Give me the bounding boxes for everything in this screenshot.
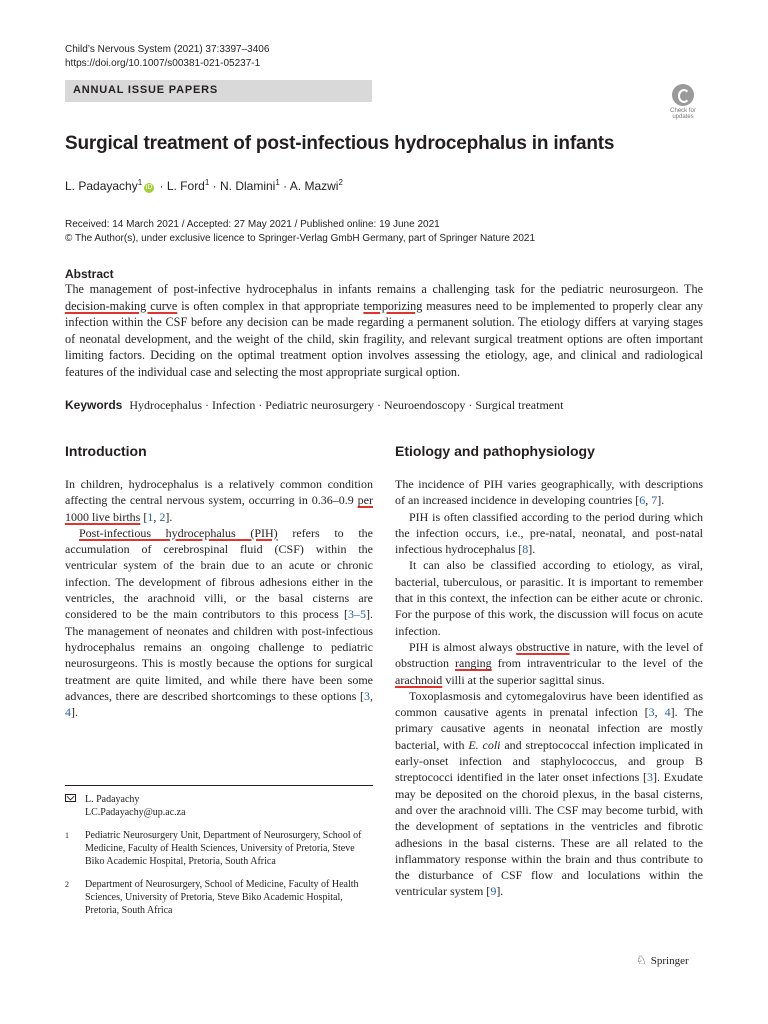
- section-banner: [65, 80, 372, 102]
- paragraph: In children, hydrocephalus is a relatively common condition affecting the central nervous system, occurring in 0.36–0.9 per 1000 live births [1, 2].: [65, 477, 373, 524]
- keywords-label: Keywords: [65, 398, 123, 412]
- highlighted-phrase: Post-infectious hydrocephalus (PIH): [79, 525, 278, 540]
- paragraph: Toxoplasmosis and cytomegalovirus have been identified as common causative agents in prenatal infection [3, 4]. The primary causative agents in neonatal infection are mostly bacterial, with E. coli and streptococcal infection implicated in early-onset infection and staphylococcus, and group B streptococci identified in the later onset infections [3]. Exudate may be deposited on the choroid plexus, in the basal cisterns, and over the arachnoid villi. The CSF may become turbid, with the development of septations in the ventricles and fibrotic adhesions in the basal cisterns. These are all related to the inflammatory response within the brain and thus contribute to the disturbance of CSF flow and loculations within the ventricular system [9].: [395, 688, 704, 899]
- publication-dates: Received: 14 March 2021 / Accepted: 27 May 2021 / Published online: 19 June 2021: [65, 219, 440, 230]
- paragraph: PIH is often classified according to the period during which the infection occurs, i.e., pre-natal, neonatal, and post-natal infectious hydrocephalus [8].: [395, 509, 703, 557]
- citation-link[interactable]: 3: [648, 705, 655, 720]
- citation-link[interactable]: 1: [147, 509, 154, 524]
- footnote-divider: [65, 785, 373, 786]
- citation-link[interactable]: 4: [65, 705, 71, 720]
- etiology-heading: Etiology and pathophysiology: [395, 443, 595, 459]
- footnotes: [65, 793, 365, 927]
- abstract-text: The management of post-infective hydrocephalus in infants remains a challenging task for the pediatric neurosurgeon. The decision-making curve is often complex in that appropriate temporizing measures need to be implemented to properly clear any infection within the CSF before any decision can be made regarding a permanent solution. The etiology differs at varying stages of neonatal development, and the weight of the child, skin fragility, and relevant surgical treatment options are often important limiting factors. Deciding on the optimal treatment option involves assessing the etiology, age, and clinical and radiological features of the individual case and selecting the most appropriate surgical option.: [65, 282, 704, 379]
- author-name[interactable]: L. Ford: [166, 179, 205, 193]
- keywords-list: Hydrocephalus · Infection · Pediatric neurosurgery · Neuroendoscopy · Surgical treatment: [129, 398, 564, 412]
- author-list: L. Padayachy$^1$iD · L. Ford$^1$ · N. Dlamini$^1$ · A. Mazwi$^2$: [65, 178, 343, 193]
- check-for-updates-button[interactable]: [664, 84, 702, 124]
- publisher-logo: [636, 953, 689, 968]
- highlighted-phrase: arachnoid: [395, 672, 443, 687]
- journal-header: [65, 43, 269, 71]
- keywords: [65, 398, 563, 413]
- citation-link[interactable]: 2: [159, 509, 166, 524]
- abstract-heading: Abstract: [65, 267, 114, 281]
- author-affiliation: 1: [137, 178, 143, 187]
- affiliation-number: 2: [65, 880, 69, 889]
- highlighted-phrase: per 1000 live births: [65, 493, 373, 524]
- author-affiliation: 1: [204, 178, 210, 187]
- citation-link[interactable]: 4: [664, 705, 671, 720]
- highlighted-phrase: decision-making curve: [65, 298, 178, 313]
- species-name: E. coli: [468, 737, 501, 752]
- etiology-body: [395, 476, 703, 900]
- contact-email[interactable]: LC.Padayachy@up.ac.za: [85, 807, 186, 818]
- author-affiliation: 1: [275, 178, 280, 187]
- citation-link[interactable]: 3: [364, 688, 370, 703]
- orcid-icon[interactable]: iD: [145, 184, 153, 191]
- introduction-body: [65, 476, 373, 720]
- affiliation-text: Pediatric Neurosurgery Unit, Department of Neurosurgery, School of Medicine, Faculty of Health Sciences, University of Pretoria, Steve Biko Academic Hospital, Pretoria, South Africa: [85, 830, 362, 867]
- publication-info: [65, 218, 535, 246]
- author-affiliation: 2: [338, 178, 343, 187]
- author-name[interactable]: N. Dlamini: [219, 179, 276, 193]
- paragraph: It can also be classified according to etiology, as viral, bacterial, tuberculous, or parasitic. It is important to remember that in this context, the infection can be either acute or chronic. For the purpose of this work, the discussion will focus on acute infection.: [395, 558, 703, 638]
- envelope-icon: [65, 793, 76, 806]
- paragraph: Post-infectious hydrocephalus (PIH) refers to the accumulation of cerebrospinal fluid (CSF) within the ventricular system of the brain due to an acute or chronic infection. The development of fibrous adhesions either in the ventricles, the arachnoid villi, or the basal cisterns are considered to be the main contributors to this process [3–5]. The management of neonates and children with post-infectious hydrocephalus remains an ongoing challenge to pediatric neurosurgeons. This is mostly because the options for surgical treatment are quite limited, and while there have been some advances, there are described shortcomings to these options [3, 4].: [65, 525, 373, 720]
- check-updates-icon: [672, 84, 694, 106]
- citation-link[interactable]: 7: [651, 493, 658, 508]
- corresponding-author: [65, 793, 365, 819]
- affiliation: [65, 829, 365, 868]
- author-name[interactable]: A. Mazwi: [289, 179, 339, 193]
- introduction-heading: Introduction: [65, 443, 147, 459]
- article-title: Surgical treatment of post-infectious hydrocephalus in infants: [65, 133, 615, 154]
- affiliation-number: 1: [65, 831, 69, 840]
- citation-link[interactable]: 3–5: [348, 607, 366, 622]
- citation-link[interactable]: 8: [522, 542, 529, 557]
- publisher-name: Springer: [650, 955, 689, 967]
- highlighted-phrase: ranging: [455, 656, 492, 671]
- paragraph: The incidence of PIH varies geographically, with descriptions of an increased incidence in developing countries [6, 7].: [395, 477, 703, 508]
- citation-link[interactable]: 9: [490, 884, 497, 899]
- copyright-notice: © The Author(s), under exclusive licence to Springer-Verlag GmbH Germany, part of Springer Nature 2021: [65, 233, 535, 244]
- author-name[interactable]: L. Padayachy: [65, 179, 138, 193]
- highlighted-phrase: temporizing: [363, 298, 423, 313]
- highlighted-phrase: obstructive: [516, 639, 570, 654]
- affiliation: [65, 878, 365, 917]
- contact-name: L. Padayachy: [85, 794, 140, 805]
- section-banner-label: ANNUAL ISSUE PAPERS: [73, 84, 218, 96]
- paragraph: PIH is almost always obstructive in nature, with the level of obstruction ranging from intraventricular to the level of the arachnoid villi at the superior sagittal sinus.: [395, 639, 703, 687]
- journal-citation: Child’s Nervous System (2021) 37:3397–3406: [65, 44, 270, 55]
- citation-link[interactable]: 6: [639, 493, 646, 508]
- check-updates-label: Check for updates: [670, 108, 696, 120]
- citation-link[interactable]: 3: [646, 770, 653, 785]
- affiliation-text: Department of Neurosurgery, School of Medicine, Faculty of Health Sciences, University of Pretoria, Steve Biko Academic Hospital, Pretoria, South Africa: [85, 879, 359, 916]
- doi-link[interactable]: https://doi.org/10.1007/s00381-021-05237-1: [65, 58, 261, 69]
- springer-horse-icon: ♘: [636, 953, 647, 967]
